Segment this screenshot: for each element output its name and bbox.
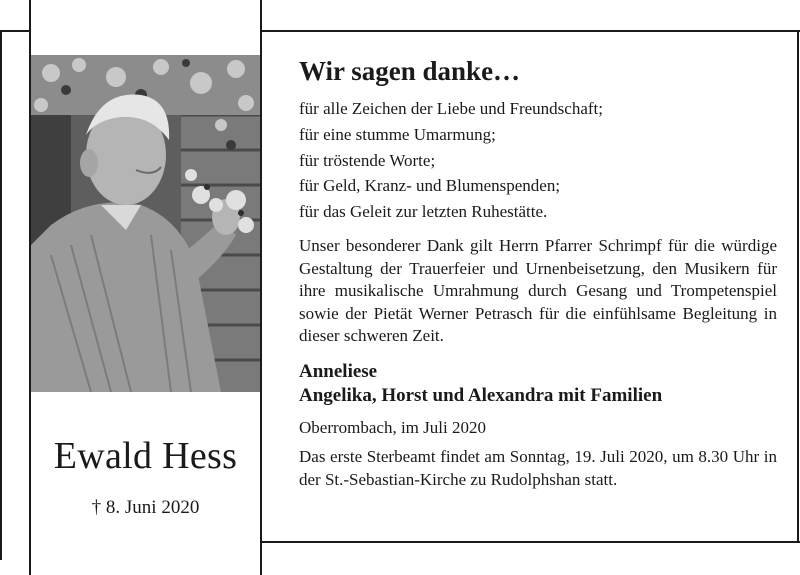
thanks-item: für Geld, Kranz- und Blumenspenden; [299, 176, 561, 196]
thanks-item: für alle Zeichen der Liebe und Freundschaft; [299, 99, 603, 118]
memorial-panel [29, 0, 262, 575]
thanks-content [299, 56, 777, 491]
place-date: Oberrombach, im Juli 2020 [299, 417, 486, 437]
special-thanks-paragraph: Unser besonderer Dank gilt Herrn Pfarrer Schrimpf für die würdige Gestaltung der Trauerfeier und Urnenbeisetzung, den Musikern für ihre musikalische Umrahmung durch Gesang und Trompetenspiel sowie der Pietät Werner Petrasch für die einfühlsame Begleitung in dieser schweren Zeit. [299, 235, 777, 346]
frame-bottom-line [262, 541, 800, 543]
frame-left-line [0, 30, 2, 560]
requiem-notice: Das erste Sterbeamt findet am Sonntag, 19. Juli 2020, um 8.30 Uhr in der St.-Sebastian-Kirche zu Rudolphshan statt. [299, 446, 777, 489]
thanks-item: für tröstende Worte; [299, 150, 436, 170]
signer-line: Anneliese [299, 360, 378, 382]
death-date: † 8. Juni 2020 [91, 497, 200, 518]
headline: Wir sagen danke… [299, 56, 521, 86]
thanks-list [299, 96, 777, 225]
portrait-photo [31, 55, 260, 392]
deceased-name: Ewald Hess [53, 435, 238, 477]
thanks-item: für eine stumme Umarmung; [299, 124, 496, 144]
signers [299, 360, 777, 408]
signer-line: Angelika, Horst und Alexandra mit Familien [299, 384, 663, 406]
thanks-item: für das Geleit zur letzten Ruhestätte. [299, 202, 548, 222]
frame-right-line [797, 30, 799, 542]
